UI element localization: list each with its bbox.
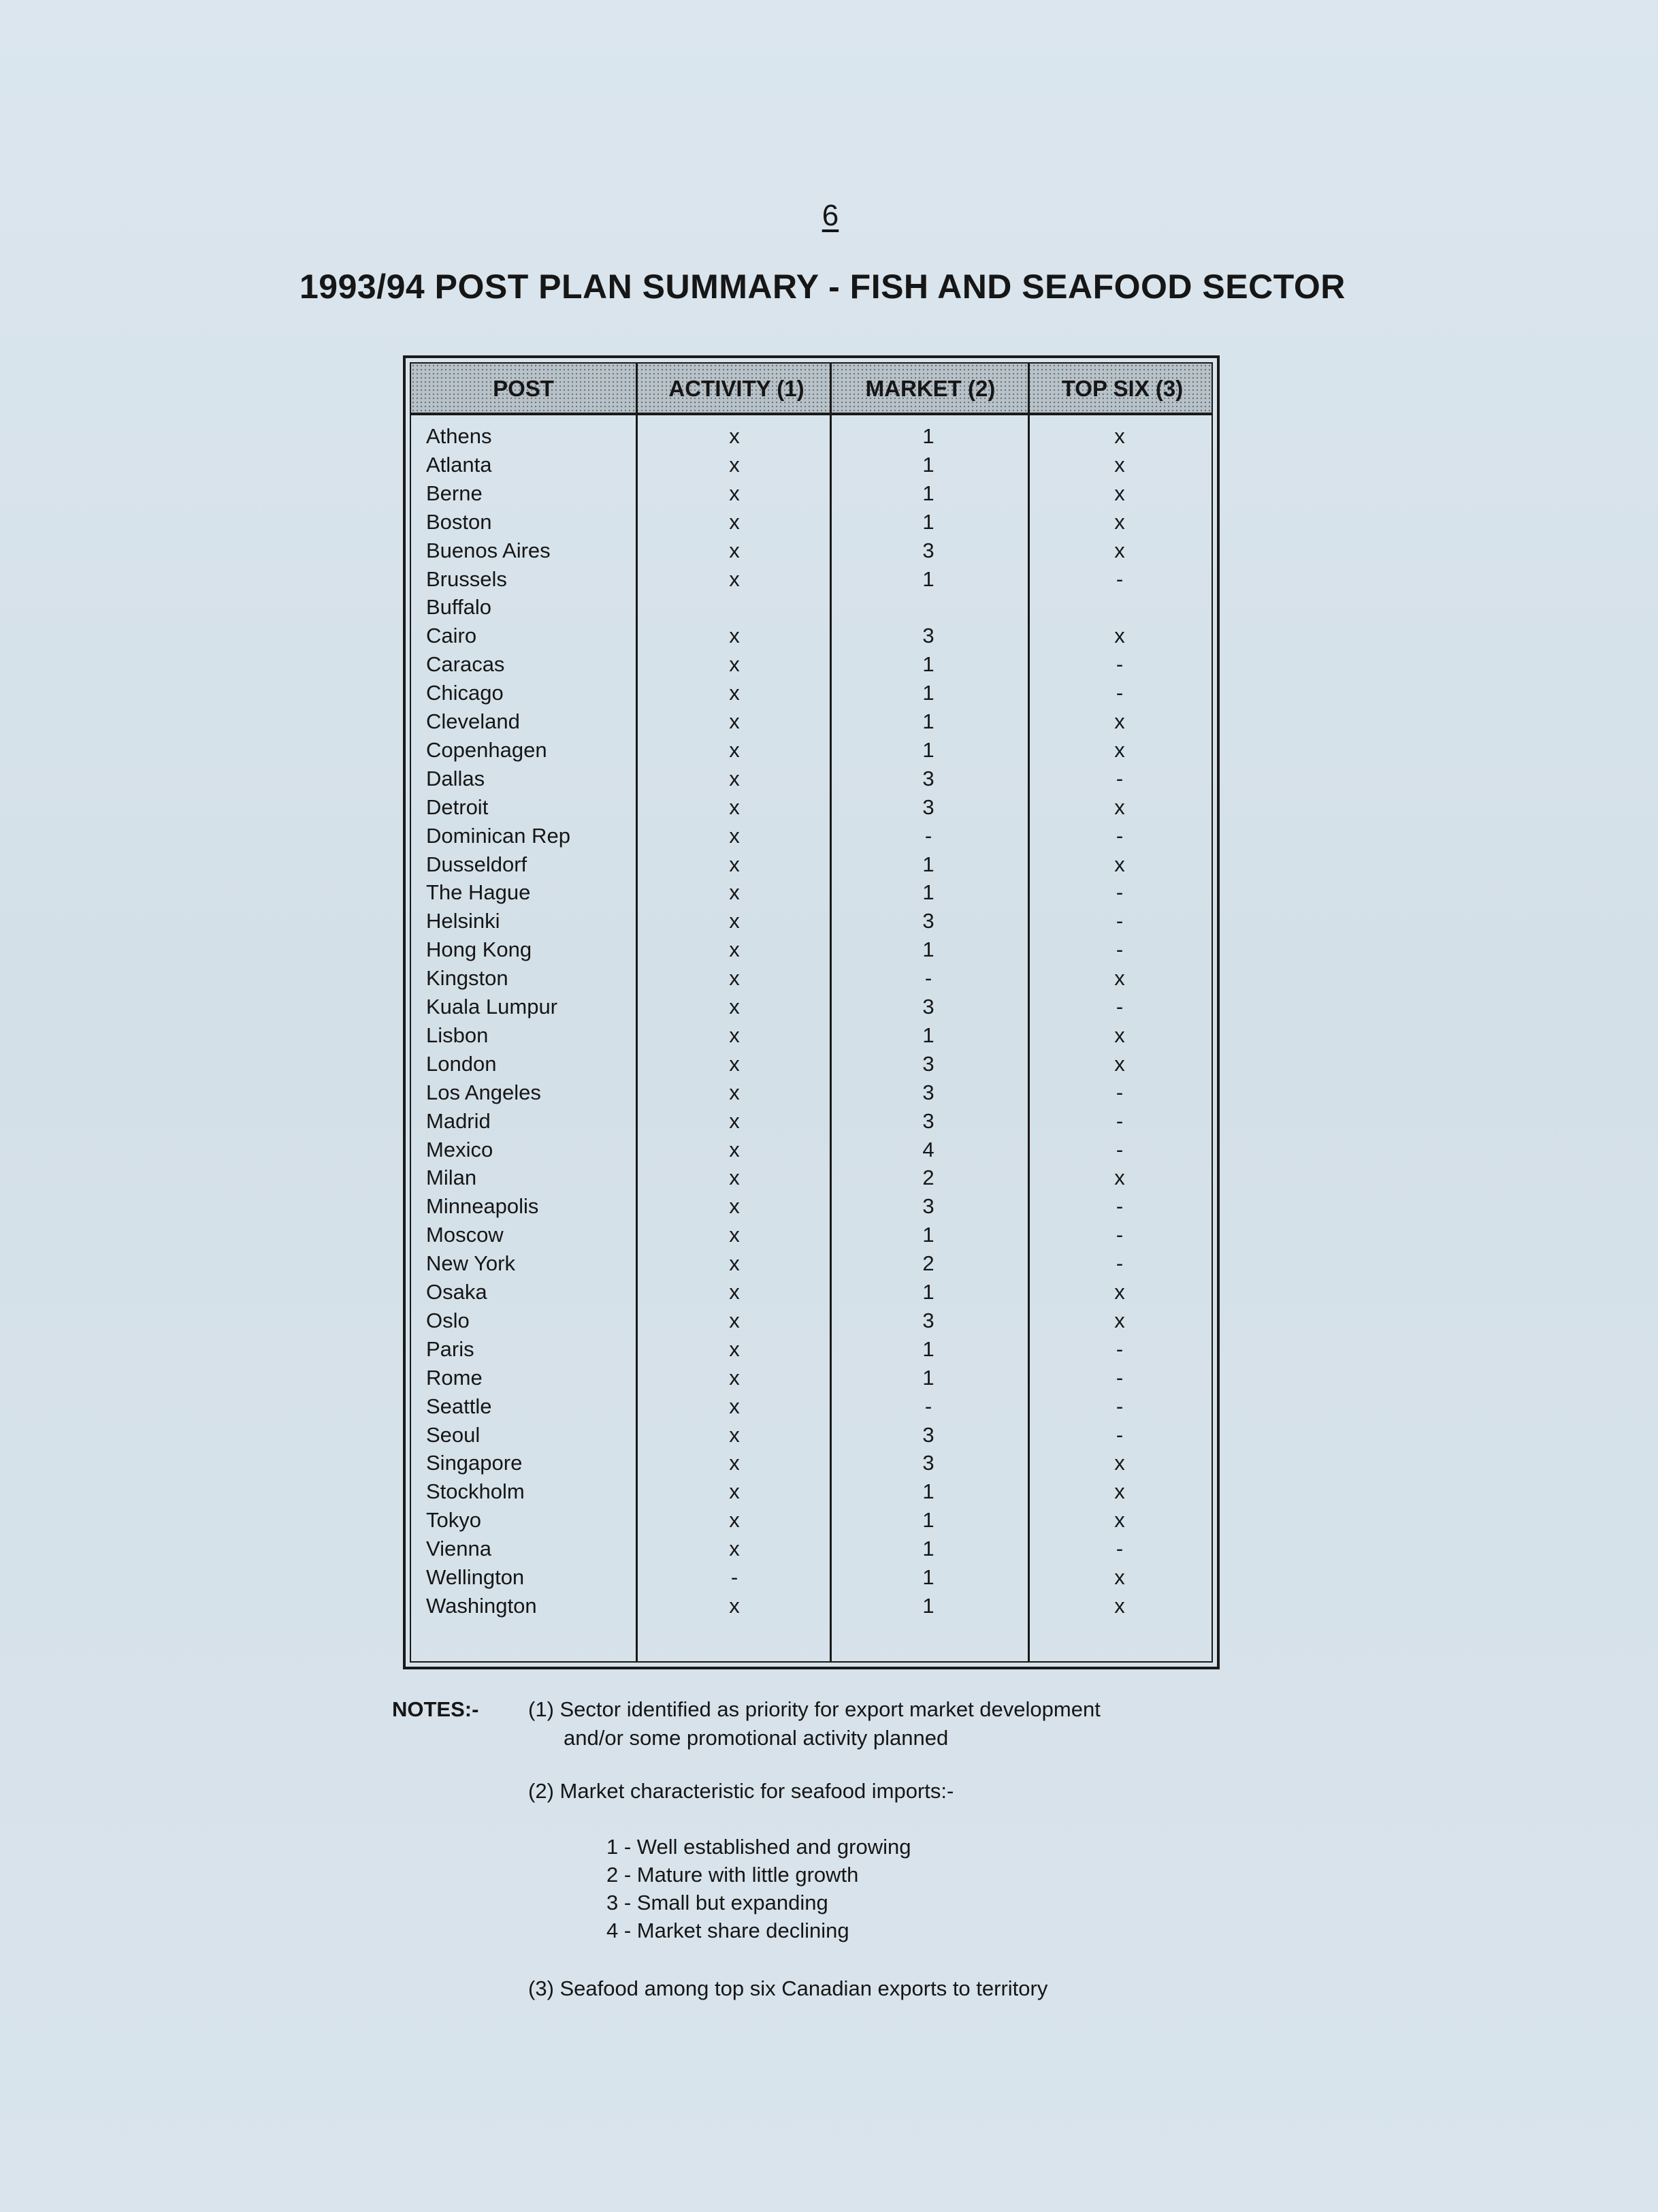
table-row [411, 1477, 1212, 1506]
market-cell: 1 [922, 424, 934, 448]
top-six-cell: - [1116, 766, 1124, 790]
top-six-cell: - [1116, 880, 1124, 905]
activity-cell: x [729, 1137, 740, 1161]
market-cell: 1 [922, 880, 934, 905]
post-cell: Moscow [426, 1223, 504, 1247]
market-cell: 3 [922, 1422, 934, 1447]
market-cell: - [924, 1394, 932, 1418]
market-cell: 2 [922, 1251, 934, 1276]
post-cell: Oslo [426, 1308, 470, 1332]
post-cell: Tokyo [426, 1508, 481, 1533]
market-cell: 1 [922, 1565, 934, 1589]
post-cell: Mexico [426, 1137, 493, 1161]
post-cell: Brussels [426, 566, 507, 591]
post-cell: Vienna [426, 1537, 491, 1561]
activity-cell: x [729, 1479, 740, 1504]
top-six-cell: - [1116, 823, 1124, 848]
market-cell: 3 [922, 909, 934, 933]
top-six-cell: x [1114, 1451, 1125, 1475]
activity-cell: x [729, 538, 740, 562]
activity-cell: x [729, 1223, 740, 1247]
top-six-cell: - [1116, 1394, 1124, 1418]
post-cell: Minneapolis [426, 1194, 539, 1219]
top-six-cell: x [1114, 795, 1125, 819]
post-cell: Stockholm [426, 1479, 525, 1504]
post-cell: Copenhagen [426, 737, 547, 762]
market-cell: 1 [922, 1280, 934, 1304]
market-cell: 3 [922, 1451, 934, 1475]
table-row [411, 451, 1212, 479]
table-row [411, 993, 1212, 1021]
activity-cell: x [729, 1166, 740, 1190]
activity-cell: x [729, 737, 740, 762]
document-title: 1993/94 POST PLAN SUMMARY - FISH AND SEAFOOD SECTOR [299, 268, 1346, 306]
activity-cell: x [729, 1051, 740, 1076]
top-six-cell: x [1114, 966, 1125, 991]
table-row [411, 422, 1212, 451]
table-row [411, 1221, 1212, 1249]
post-cell: Boston [426, 509, 492, 534]
market-cell: 3 [922, 538, 934, 562]
top-six-cell: - [1116, 937, 1124, 962]
table-row [411, 679, 1212, 707]
post-cell: Dallas [426, 766, 485, 790]
market-cell: 1 [922, 1508, 934, 1533]
summary-table [403, 355, 1220, 1669]
post-cell: Wellington [426, 1565, 525, 1589]
top-six-cell: x [1114, 481, 1125, 505]
activity-cell: x [729, 852, 740, 876]
notes-label: NOTES:- [392, 1697, 479, 1721]
post-cell: Kingston [426, 966, 508, 991]
top-six-cell: x [1114, 737, 1125, 762]
top-six-cell: x [1114, 1479, 1125, 1504]
post-cell: Dominican Rep [426, 823, 570, 848]
table-row [411, 1136, 1212, 1164]
activity-cell: x [729, 823, 740, 848]
table-row [411, 593, 1212, 622]
top-six-cell: - [1116, 1537, 1124, 1561]
market-cell: 1 [922, 681, 934, 705]
market-cell: 1 [922, 1336, 934, 1361]
market-cell: 1 [922, 1023, 934, 1047]
market-cell: 1 [922, 652, 934, 677]
market-cell: 1 [922, 737, 934, 762]
market-cell: 1 [922, 852, 934, 876]
note-3: (3) Seafood among top six Canadian exports to territory [528, 1976, 1048, 2000]
post-cell: Madrid [426, 1108, 491, 1133]
table-row [411, 1164, 1212, 1192]
table-row [411, 964, 1212, 993]
header-post: POST [493, 376, 554, 401]
table-row [411, 1021, 1212, 1050]
table-row [411, 1278, 1212, 1307]
top-six-cell: x [1114, 1166, 1125, 1190]
top-six-cell: x [1114, 1023, 1125, 1047]
summary-table-inner [410, 362, 1213, 1663]
activity-cell: x [729, 624, 740, 648]
activity-cell: x [729, 1336, 740, 1361]
market-cell: 1 [922, 1479, 934, 1504]
post-cell: Washington [426, 1593, 537, 1618]
table-row [411, 793, 1212, 822]
top-six-cell: - [1116, 1365, 1124, 1390]
activity-cell: x [729, 681, 740, 705]
market-cell: 3 [922, 1080, 934, 1104]
top-six-cell: x [1114, 1565, 1125, 1589]
legend-item: 4 - Market share declining [606, 1919, 849, 1942]
activity-cell: x [729, 1251, 740, 1276]
table-row [411, 508, 1212, 536]
activity-cell: x [729, 1508, 740, 1533]
market-cell: 3 [922, 995, 934, 1019]
table-row [411, 622, 1212, 650]
legend-item: 3 - Small but expanding [606, 1891, 828, 1914]
table-row [411, 822, 1212, 850]
activity-cell: x [729, 1451, 740, 1475]
note-2: (2) Market characteristic for seafood imports:- [528, 1779, 954, 1803]
market-cell: - [924, 823, 932, 848]
top-six-cell: x [1114, 1051, 1125, 1076]
table-header-row [411, 364, 1212, 415]
activity-cell: x [729, 966, 740, 991]
market-cell: 4 [922, 1137, 934, 1161]
top-six-cell: x [1114, 1280, 1125, 1304]
table-row [411, 1449, 1212, 1477]
top-six-cell: x [1114, 452, 1125, 477]
market-cell: 1 [922, 481, 934, 505]
header-activity: ACTIVITY (1) [668, 376, 804, 401]
post-cell: New York [426, 1251, 515, 1276]
table-row [411, 1307, 1212, 1335]
table-row [411, 1249, 1212, 1278]
top-six-cell: x [1114, 1508, 1125, 1533]
post-cell: Milan [426, 1166, 477, 1190]
activity-cell: x [729, 1422, 740, 1447]
activity-cell: x [729, 937, 740, 962]
post-cell: Berne [426, 481, 483, 505]
post-cell: Lisbon [426, 1023, 489, 1047]
activity-cell: x [729, 652, 740, 677]
top-six-cell: - [1116, 1194, 1124, 1219]
top-six-cell: - [1116, 1251, 1124, 1276]
table-row [411, 1563, 1212, 1592]
post-cell: Cairo [426, 624, 477, 648]
table-row [411, 1192, 1212, 1221]
top-six-cell: - [1116, 1080, 1124, 1104]
market-cell: 3 [922, 1308, 934, 1332]
market-cell: 3 [922, 795, 934, 819]
legend-item: 1 - Well established and growing [606, 1835, 911, 1859]
market-cell: 2 [922, 1166, 934, 1190]
table-row [411, 650, 1212, 679]
table-row [411, 1335, 1212, 1364]
market-cell: 1 [922, 509, 934, 534]
activity-cell: x [729, 1280, 740, 1304]
top-six-cell: - [1116, 909, 1124, 933]
table-row [411, 736, 1212, 765]
post-cell: Cleveland [426, 709, 520, 733]
top-six-cell: - [1116, 1422, 1124, 1447]
table-row [411, 1078, 1212, 1107]
top-six-cell: - [1116, 1108, 1124, 1133]
post-cell: Dusseldorf [426, 852, 527, 876]
post-cell: Atlanta [426, 452, 492, 477]
top-six-cell: x [1114, 852, 1125, 876]
post-cell: Buffalo [426, 595, 491, 620]
post-cell: Seoul [426, 1422, 481, 1447]
post-cell: Seattle [426, 1394, 492, 1418]
post-cell: Rome [426, 1365, 483, 1390]
activity-cell: x [729, 795, 740, 819]
activity-cell: x [729, 995, 740, 1019]
market-cell: 1 [922, 452, 934, 477]
post-cell: Kuala Lumpur [426, 995, 558, 1019]
table-row [411, 707, 1212, 736]
top-six-cell: x [1114, 1308, 1125, 1332]
market-cell: 3 [922, 1108, 934, 1133]
activity-cell: x [729, 1593, 740, 1618]
table-row [411, 536, 1212, 565]
post-cell: Caracas [426, 652, 505, 677]
activity-cell: x [729, 566, 740, 591]
activity-cell: x [729, 709, 740, 733]
table-row [411, 1421, 1212, 1449]
market-cell: 3 [922, 1051, 934, 1076]
table-row [411, 850, 1212, 879]
top-six-cell: x [1114, 509, 1125, 534]
table-row [411, 1107, 1212, 1136]
table-row [411, 907, 1212, 935]
market-cell: 1 [922, 1593, 934, 1618]
top-six-cell: x [1114, 709, 1125, 733]
market-cell: 1 [922, 1223, 934, 1247]
table-row [411, 935, 1212, 964]
post-cell: Paris [426, 1336, 474, 1361]
market-cell: 1 [922, 1365, 934, 1390]
post-cell: Osaka [426, 1280, 487, 1304]
market-cell: 3 [922, 766, 934, 790]
note-1-line-2: and/or some promotional activity planned [564, 1726, 949, 1750]
activity-cell: x [729, 880, 740, 905]
header-market: MARKET (2) [865, 376, 996, 401]
table-row [411, 765, 1212, 793]
top-six-cell: - [1116, 1223, 1124, 1247]
post-cell: Hong Kong [426, 937, 532, 962]
top-six-cell: - [1116, 995, 1124, 1019]
table-row [411, 878, 1212, 907]
top-six-cell: - [1116, 1336, 1124, 1361]
table-row [411, 1592, 1212, 1620]
post-cell: Buenos Aires [426, 538, 551, 562]
activity-cell: - [730, 1565, 738, 1589]
activity-cell: x [729, 1023, 740, 1047]
page-number: 6 [822, 199, 839, 232]
post-cell: The Hague [426, 880, 531, 905]
market-cell: 1 [922, 709, 934, 733]
activity-cell: x [729, 1194, 740, 1219]
activity-cell: x [729, 909, 740, 933]
post-cell: Los Angeles [426, 1080, 541, 1104]
activity-cell: x [729, 1365, 740, 1390]
activity-cell: x [729, 1108, 740, 1133]
post-cell: London [426, 1051, 497, 1076]
top-six-cell: - [1116, 1137, 1124, 1161]
post-cell: Singapore [426, 1451, 523, 1475]
table-row [411, 479, 1212, 508]
top-six-cell: - [1116, 566, 1124, 591]
top-six-cell: x [1114, 424, 1125, 448]
table-row [411, 1392, 1212, 1421]
activity-cell: x [729, 766, 740, 790]
activity-cell: x [729, 1080, 740, 1104]
note-1-line-1: (1) Sector identified as priority for export market development [528, 1697, 1101, 1721]
table-row [411, 1535, 1212, 1563]
table-row [411, 1050, 1212, 1078]
activity-cell: x [729, 1537, 740, 1561]
activity-cell: x [729, 452, 740, 477]
activity-cell: x [729, 424, 740, 448]
activity-cell: x [729, 1308, 740, 1332]
top-six-cell: x [1114, 624, 1125, 648]
market-cell: 1 [922, 937, 934, 962]
top-six-cell: x [1114, 1593, 1125, 1618]
post-cell: Chicago [426, 681, 504, 705]
market-cell: 3 [922, 624, 934, 648]
market-cell: 1 [922, 566, 934, 591]
activity-cell: x [729, 481, 740, 505]
top-six-cell: - [1116, 681, 1124, 705]
activity-cell: x [729, 509, 740, 534]
top-six-cell: x [1114, 538, 1125, 562]
legend-item: 2 - Mature with little growth [606, 1863, 859, 1887]
post-cell: Athens [426, 424, 492, 448]
market-cell: 3 [922, 1194, 934, 1219]
header-top-six: TOP SIX (3) [1061, 376, 1184, 401]
post-cell: Detroit [426, 795, 489, 819]
top-six-cell: - [1116, 652, 1124, 677]
table-row [411, 1364, 1212, 1392]
table-row [411, 1506, 1212, 1535]
activity-cell: x [729, 1394, 740, 1418]
table-row [411, 565, 1212, 594]
post-cell: Helsinki [426, 909, 500, 933]
market-cell: - [924, 966, 932, 991]
market-cell: 1 [922, 1537, 934, 1561]
